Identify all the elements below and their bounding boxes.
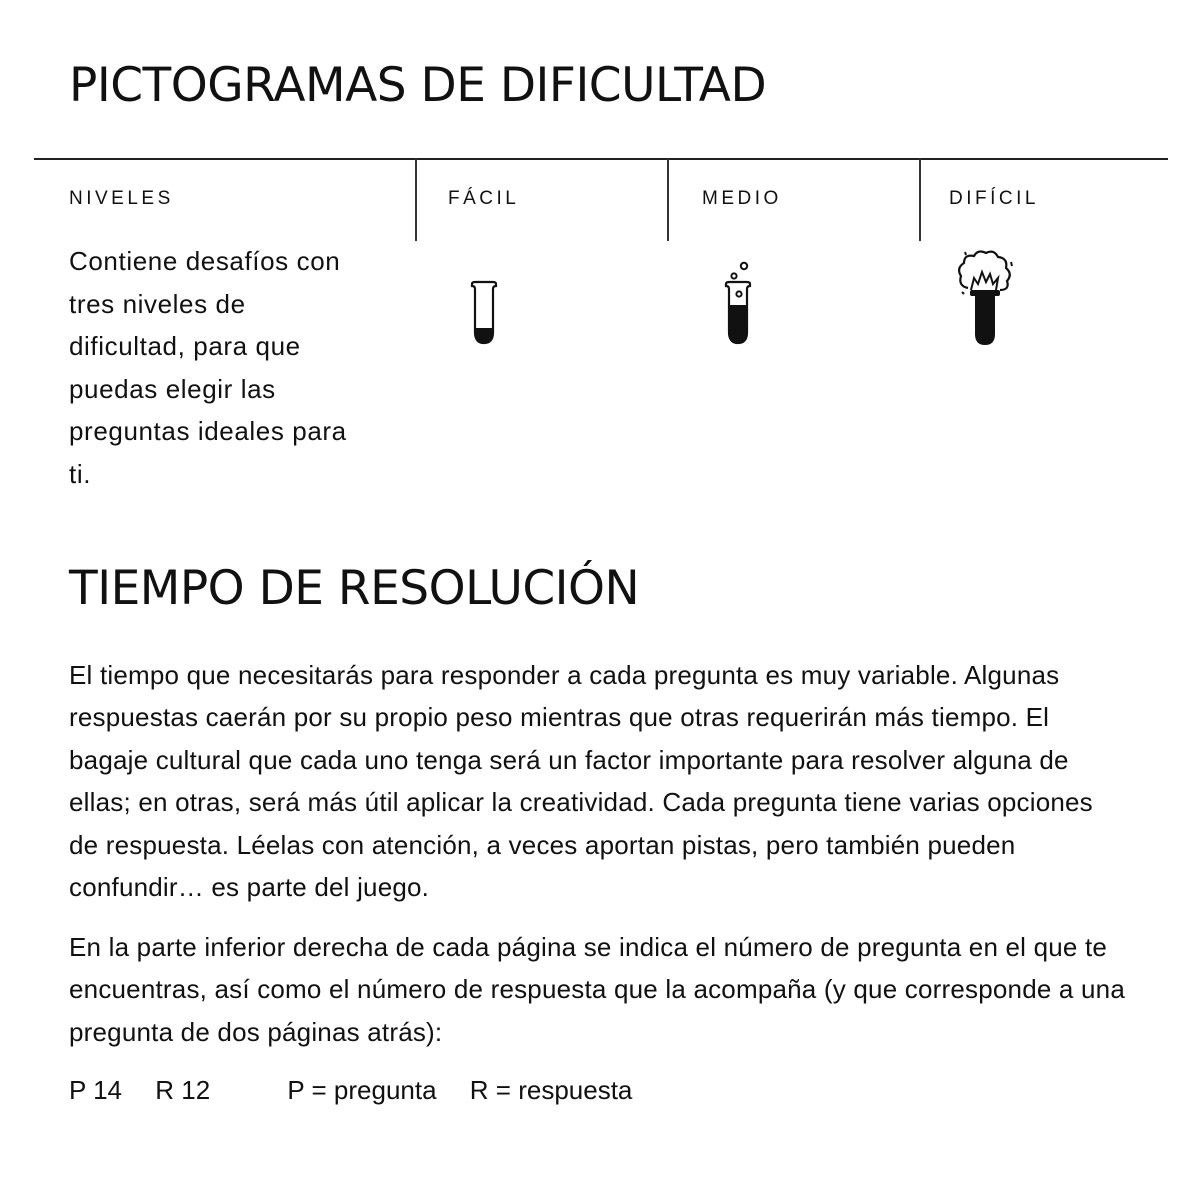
example-answer-number: R 12: [155, 1075, 211, 1105]
legend-r-meaning: R = respuesta: [469, 1075, 633, 1105]
legend-p-meaning: P = pregunta: [287, 1075, 437, 1105]
page-numbering-paragraph: En la parte inferior derecha de cada página se indica el número de pregunta en el que te encuentras, así como el número de respuesta que la acompaña (y que corresponde a una pregunta de dos páginas atrás):: [69, 932, 1125, 1047]
table-top-rule: [34, 158, 1168, 160]
test-tube-explosion-icon: [952, 248, 1016, 348]
column-header-facil: FÁCIL: [448, 188, 520, 209]
section-title-resolution-time: TIEMPO DE RESOLUCIÓN: [69, 561, 640, 616]
difficulty-description: Contiene desafíos con tres niveles de dificultad, para que puedas elegir las preguntas ideales para ti.: [69, 246, 347, 489]
resolution-time-paragraph: El tiempo que necesitarás para responder a cada pregunta es muy variable. Algunas respuestas caerán por su propio peso mientras que otras requerirán más tiempo. El bagaje cultural que cada uno tenga será un factor importante para resolver alguna de ellas; en otras, será más útil aplicar la creatividad. Cada pregunta tiene varias opciones de respuesta. Léelas con atención, a veces aportan pistas, pero también pueden confundir… es parte del juego.: [69, 660, 1093, 903]
column-header-niveles: NIVELES: [69, 188, 174, 209]
column-divider: [667, 159, 669, 241]
test-tube-bubbling-icon: [720, 258, 760, 348]
example-question-number: P 14: [69, 1075, 123, 1105]
column-header-dificil: DIFÍCIL: [949, 188, 1039, 209]
page-title: PICTOGRAMAS DE DIFICULTAD: [69, 58, 767, 113]
test-tube-low-icon: [468, 280, 500, 348]
column-header-medio: MEDIO: [702, 188, 782, 209]
column-divider: [919, 159, 921, 241]
numbering-legend: [69, 1070, 632, 1110]
column-divider: [415, 159, 417, 241]
